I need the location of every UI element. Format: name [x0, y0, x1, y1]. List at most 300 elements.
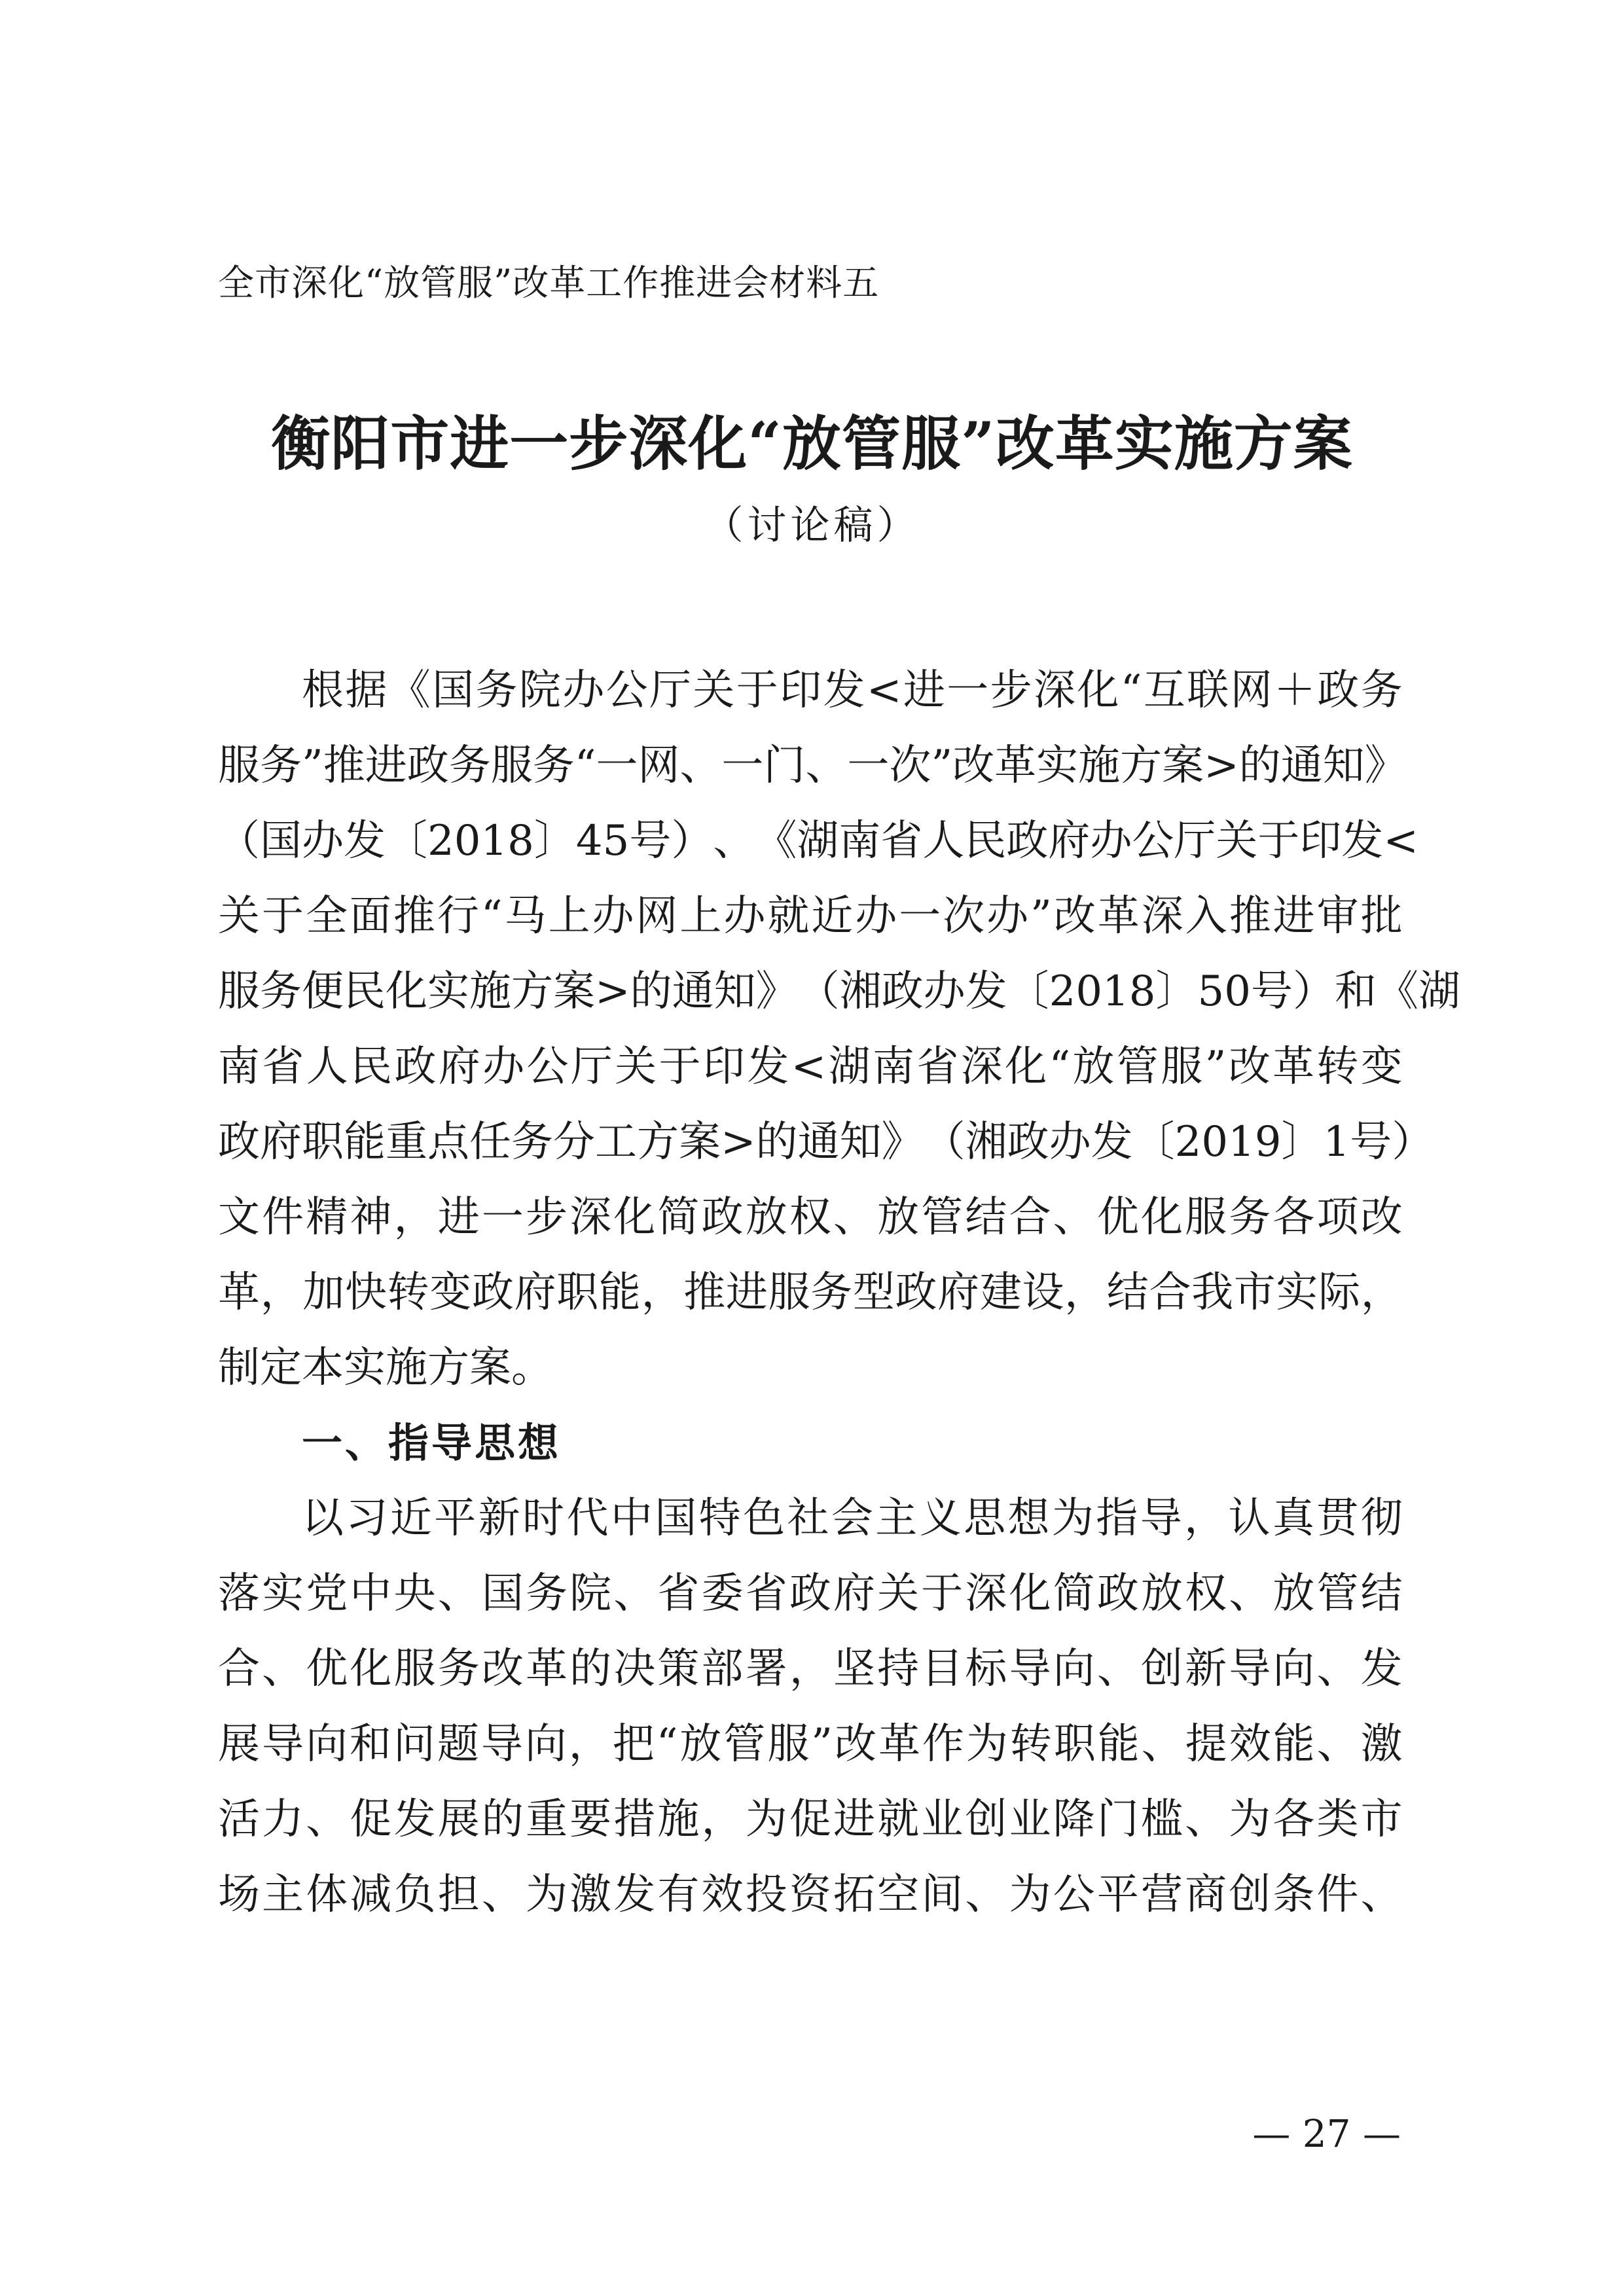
glyph: 部 [701, 1645, 744, 1693]
glyph: 公 [1053, 1871, 1095, 1919]
glyph: 国 [481, 1570, 524, 1618]
paragraph-line [218, 1266, 1403, 1319]
glyph: 网 [638, 742, 680, 790]
glyph: 2019 [1174, 1118, 1282, 1166]
glyph: 发 [823, 666, 865, 715]
glyph: 政 [1007, 1118, 1049, 1166]
glyph: ＋ [1273, 666, 1316, 715]
glyph: 业 [921, 1795, 964, 1844]
glyph: ” [931, 742, 953, 790]
glyph: 义 [919, 1494, 962, 1543]
glyph: 习 [346, 1494, 388, 1543]
glyph: 权 [1185, 1570, 1227, 1618]
glyph: 一 [947, 666, 989, 715]
glyph: 导 [1009, 1645, 1051, 1693]
glyph: 一 [481, 1193, 524, 1242]
glyph: 体 [306, 1871, 348, 1919]
glyph: 施 [1078, 742, 1121, 790]
glyph: 为 [965, 1720, 1008, 1768]
glyph: 府 [833, 1570, 875, 1618]
glyph: 、 [1141, 1720, 1183, 1768]
glyph: 进 [1272, 892, 1315, 941]
glyph: < [866, 666, 902, 715]
glyph: 项 [1316, 1193, 1359, 1242]
glyph: 展 [437, 1795, 480, 1844]
glyph: （ [923, 1118, 965, 1166]
glyph: 题 [437, 1720, 479, 1768]
glyph: 党 [306, 1570, 348, 1618]
glyph: 职 [302, 1118, 344, 1166]
glyph: 资 [789, 1871, 831, 1919]
glyph: 简 [657, 1193, 700, 1242]
glyph: 发 [613, 1871, 656, 1919]
glyph: 贯 [1316, 1494, 1359, 1543]
glyph: 上 [548, 892, 590, 941]
glyph: 进 [903, 666, 945, 715]
glyph: 工 [595, 1118, 637, 1166]
glyph: 务 [260, 742, 302, 790]
glyph: 、 [679, 742, 722, 790]
glyph: 公 [526, 1043, 569, 1091]
glyph: 政 [1317, 666, 1360, 715]
glyph: 导 [261, 1720, 304, 1768]
glyph: 负 [393, 1871, 436, 1919]
glyph: 〔 [1007, 967, 1049, 1016]
document-subtitle: （讨论稿） [704, 503, 920, 548]
glyph: 委 [701, 1570, 744, 1618]
glyph: ， [789, 1645, 831, 1693]
paragraph-line [218, 1643, 1403, 1695]
glyph: 条 [1272, 1871, 1315, 1919]
glyph: 施 [657, 1795, 700, 1844]
glyph: 职 [556, 1268, 599, 1317]
glyph: 建 [979, 1268, 1022, 1317]
glyph: 办 [302, 817, 344, 865]
glyph: 通 [672, 967, 714, 1016]
glyph: 际 [1318, 1268, 1361, 1317]
glyph: 投 [745, 1871, 787, 1919]
glyph: 促 [350, 1795, 392, 1844]
glyph: 各 [1272, 1193, 1315, 1242]
glyph: 院 [569, 1570, 612, 1618]
glyph: 府 [260, 1118, 302, 1166]
glyph: 转 [1009, 1720, 1052, 1768]
glyph: 印 [702, 1043, 745, 1091]
glyph: 特 [698, 1494, 741, 1543]
glyph: 推 [683, 1268, 726, 1317]
glyph: ， [701, 1795, 744, 1844]
glyph: 府 [438, 1043, 480, 1091]
glyph: 改 [1360, 1193, 1403, 1242]
glyph: 近 [389, 1494, 432, 1543]
glyph: 职 [1053, 1720, 1096, 1768]
glyph: 知 [1322, 742, 1365, 790]
glyph: 放 [679, 1720, 722, 1768]
glyph: 办 [592, 892, 634, 941]
glyph: 《 [388, 666, 431, 715]
glyph: 公 [605, 666, 648, 715]
glyph: 变 [429, 1268, 472, 1317]
glyph: 湘 [965, 1118, 1007, 1166]
glyph: 就 [767, 892, 810, 941]
glyph: 〕 [1155, 967, 1198, 1016]
glyph: 南 [839, 817, 881, 865]
glyph: 业 [1009, 1795, 1051, 1844]
glyph: 化 [1140, 1193, 1183, 1242]
glyph: 网 [636, 892, 678, 941]
glyph: 要 [569, 1795, 612, 1844]
glyph: 务 [1360, 666, 1403, 715]
glyph: 力 [262, 1795, 304, 1844]
glyph: 和 [349, 1720, 391, 1768]
glyph: 便 [302, 967, 344, 1016]
glyph: 全 [305, 892, 348, 941]
glyph: 民 [964, 817, 1007, 865]
glyph: 施 [469, 967, 511, 1016]
glyph: 湖 [797, 817, 839, 865]
glyph: 会 [831, 1494, 873, 1543]
glyph: 实 [427, 967, 469, 1016]
glyph: 政 [406, 742, 449, 790]
glyph: 》 [881, 1118, 924, 1166]
glyph: 革 [1272, 1043, 1315, 1091]
glyph: 服 [218, 967, 260, 1016]
glyph: 活 [218, 1795, 260, 1844]
glyph: 、 [437, 1570, 480, 1618]
glyph: 府 [514, 1268, 556, 1317]
glyph: 案 [553, 967, 595, 1016]
glyph: ， [1064, 1268, 1107, 1317]
glyph: 2018 [427, 817, 534, 865]
glyph: 任 [469, 1118, 511, 1166]
glyph: 实 [262, 1570, 304, 1618]
glyph: 府 [1048, 817, 1091, 865]
glyph: 关 [1216, 817, 1258, 865]
glyph: 市 [1360, 1795, 1403, 1844]
glyph: 以 [302, 1494, 344, 1543]
glyph: 分 [553, 1118, 595, 1166]
glyph: 《 [755, 817, 797, 865]
glyph: 效 [1229, 1720, 1271, 1768]
glyph: 马 [504, 892, 547, 941]
glyph: 政 [1006, 817, 1049, 865]
glyph: ， [1184, 1494, 1227, 1543]
glyph: 作 [922, 1720, 964, 1768]
glyph: 结 [1106, 1268, 1149, 1317]
glyph: 务 [1229, 1193, 1271, 1242]
glyph: 简 [1053, 1570, 1095, 1618]
glyph: 我 [1191, 1268, 1234, 1317]
glyph: 服 [768, 1268, 810, 1317]
glyph: 精 [306, 1193, 348, 1242]
glyph: 发 [965, 967, 1007, 1016]
glyph: 国 [260, 817, 302, 865]
glyph: 实 [1036, 742, 1079, 790]
glyph: 能 [1272, 1720, 1315, 1768]
glyph: 》 [1364, 742, 1407, 790]
glyph: 次 [889, 742, 931, 790]
paragraph-line [218, 890, 1403, 942]
glyph: 化 [350, 1645, 392, 1693]
glyph: 、 [1360, 1871, 1403, 1919]
glyph: 的 [630, 967, 672, 1016]
glyph: 关 [615, 1043, 657, 1091]
glyph: 改 [1228, 1043, 1271, 1091]
glyph: 发 [393, 1795, 436, 1844]
glyph: 向 [524, 1720, 567, 1768]
glyph: 办 [986, 892, 1029, 941]
glyph: 合 [1009, 1193, 1051, 1242]
glyph: 发 [1341, 817, 1384, 865]
glyph: 南 [218, 1043, 260, 1091]
glyph: 服 [1161, 1043, 1203, 1091]
glyph: 为 [1229, 1795, 1271, 1844]
glyph: 政 [218, 1118, 260, 1166]
glyph: ） [1292, 967, 1335, 1016]
glyph: 目 [921, 1645, 964, 1693]
glyph: 》 [755, 967, 798, 1016]
glyph: ， [393, 1193, 436, 1242]
glyph: “ [574, 742, 596, 790]
glyph: 优 [1096, 1193, 1139, 1242]
glyph: 管 [1116, 1043, 1159, 1091]
glyph: 省 [262, 1043, 304, 1091]
glyph: 知 [713, 967, 756, 1016]
glyph: 营 [1140, 1871, 1183, 1919]
glyph: 上 [679, 892, 722, 941]
glyph: ， [1360, 1268, 1403, 1317]
glyph: 公 [1132, 817, 1174, 865]
glyph: 放 [1140, 1570, 1183, 1618]
glyph: 务 [260, 967, 302, 1016]
glyph: 提 [1185, 1720, 1227, 1768]
paragraph-line [218, 815, 1418, 867]
glyph: 办 [923, 967, 965, 1016]
glyph: 槛 [1140, 1795, 1183, 1844]
glyph: 深 [965, 1570, 1007, 1618]
glyph: 改 [1053, 892, 1096, 941]
glyph: 化 [1077, 666, 1119, 715]
glyph: 2018 [1049, 967, 1156, 1016]
glyph: 政 [394, 1043, 437, 1091]
glyph: 结 [1360, 1570, 1403, 1618]
glyph: “ [1049, 1043, 1071, 1091]
glyph: 标 [965, 1645, 1007, 1693]
glyph: 号 [1250, 967, 1293, 1016]
glyph: 激 [569, 1871, 612, 1919]
glyph: 湖 [828, 1043, 871, 1091]
glyph: 持 [877, 1645, 920, 1693]
glyph: 、 [613, 1570, 656, 1618]
glyph: 办 [855, 892, 897, 941]
glyph: 向 [305, 1720, 348, 1768]
glyph: 府 [937, 1268, 980, 1317]
glyph: 政 [471, 1268, 514, 1317]
glyph: 场 [218, 1871, 260, 1919]
glyph: 想 [1007, 1494, 1050, 1543]
glyph: 为 [745, 1795, 787, 1844]
glyph: 政 [1096, 1570, 1139, 1618]
glyph: 改 [481, 1645, 524, 1693]
glyph: 降 [1053, 1795, 1095, 1844]
paragraph-line [218, 1793, 1403, 1846]
glyph: 放 [1072, 1043, 1115, 1091]
glyph: 行 [437, 892, 479, 941]
glyph: 务 [437, 1645, 480, 1693]
glyph: 关 [693, 666, 735, 715]
glyph: 深 [1034, 666, 1075, 715]
glyph: 发 [344, 817, 386, 865]
glyph: 厅 [649, 666, 691, 715]
glyph: 变 [1360, 1043, 1403, 1091]
glyph: 办 [723, 892, 766, 941]
glyph: 能 [344, 1118, 386, 1166]
glyph: ） [1392, 1118, 1434, 1166]
glyph: ， [260, 1268, 302, 1317]
glyph: 导 [480, 1720, 523, 1768]
paragraph-line [218, 1869, 1403, 1921]
glyph: “ [480, 892, 503, 941]
glyph: 号 [629, 817, 672, 865]
glyph: 通 [1280, 742, 1323, 790]
glyph: 、 [805, 742, 848, 790]
paragraph-line [302, 664, 1403, 717]
glyph: 拓 [833, 1871, 875, 1919]
glyph: 新 [478, 1494, 520, 1543]
glyph: 放 [1272, 1570, 1315, 1618]
glyph: 服 [490, 742, 533, 790]
glyph: 进 [437, 1193, 480, 1242]
glyph: 服 [767, 1720, 810, 1768]
glyph: 国 [655, 1494, 697, 1543]
glyph: 革 [1097, 892, 1140, 941]
glyph: 放 [877, 1193, 920, 1242]
glyph: 管 [921, 1193, 964, 1242]
glyph: 创 [965, 1795, 1007, 1844]
glyph: 关 [877, 1570, 920, 1618]
glyph: 权 [789, 1193, 831, 1242]
glyph: 方 [637, 1118, 679, 1166]
glyph: 人 [306, 1043, 348, 1091]
glyph: 新 [1185, 1645, 1227, 1693]
glyph: 服 [1185, 1193, 1227, 1242]
glyph: 于 [659, 1043, 701, 1091]
glyph: 、 [1316, 1720, 1359, 1768]
glyph: ） [671, 817, 713, 865]
glyph: 一 [899, 892, 941, 941]
glyph: 一 [847, 742, 890, 790]
glyph: 平 [434, 1494, 477, 1543]
paragraph-line [218, 1718, 1403, 1770]
glyph: 激 [1360, 1720, 1403, 1768]
glyph: 向 [1053, 1645, 1095, 1693]
glyph: 、 [1096, 1645, 1139, 1693]
glyph: 面 [349, 892, 391, 941]
glyph: ， [568, 1720, 611, 1768]
glyph: > [721, 1118, 756, 1166]
glyph: 服 [218, 742, 260, 790]
glyph: 服 [393, 1645, 436, 1693]
glyph: ” [1030, 892, 1052, 941]
glyph: 担 [437, 1871, 480, 1919]
glyph: 方 [1120, 742, 1163, 790]
glyph: “ [656, 1720, 678, 1768]
glyph: 务 [475, 666, 518, 715]
glyph: ” [1204, 1043, 1227, 1091]
glyph: 〕 [533, 817, 576, 865]
glyph: 印 [780, 666, 822, 715]
glyph: 文 [218, 1193, 260, 1242]
glyph: 省 [916, 1043, 959, 1091]
glyph: 印 [1299, 817, 1342, 865]
glyph: 主 [262, 1871, 304, 1919]
glyph: 于 [736, 666, 778, 715]
glyph: 推 [1229, 892, 1271, 941]
glyph: 社 [787, 1494, 829, 1543]
glyph: 展 [218, 1720, 260, 1768]
glyph: 案 [679, 1118, 721, 1166]
glyph: 改 [952, 742, 995, 790]
glyph: 市 [1233, 1268, 1276, 1317]
glyph: 门 [1096, 1795, 1139, 1844]
glyph: 门 [763, 742, 806, 790]
glyph: 的 [755, 1118, 798, 1166]
glyph: 决 [613, 1645, 656, 1693]
glyph: 务 [525, 1570, 568, 1618]
glyph: 务 [810, 1268, 853, 1317]
glyph: 管 [723, 1720, 766, 1768]
glyph: 转 [387, 1268, 429, 1317]
glyph: 、 [1229, 1570, 1271, 1618]
glyph: 省 [880, 817, 923, 865]
glyph: 案 [1162, 742, 1204, 790]
glyph: 深 [1141, 892, 1183, 941]
glyph: 次 [943, 892, 985, 941]
glyph: 类 [1316, 1795, 1359, 1844]
glyph: 湘 [839, 967, 882, 1016]
glyph: 重 [386, 1118, 427, 1166]
glyph: 落 [218, 1570, 260, 1618]
glyph: 人 [922, 817, 965, 865]
glyph: 批 [1360, 892, 1403, 941]
glyph: 化 [1009, 1570, 1051, 1618]
paragraph-line [218, 1191, 1403, 1244]
glyph: 设 [1022, 1268, 1064, 1317]
glyph: 1 [1323, 1118, 1350, 1166]
glyph: 、 [481, 1871, 524, 1919]
glyph: 民 [350, 1043, 393, 1091]
glyph: 根 [302, 666, 344, 715]
glyph: 务 [448, 742, 491, 790]
section-heading: 一、指导思想 [302, 1419, 562, 1467]
glyph: 化 [1005, 1043, 1047, 1091]
paragraph-line [218, 1041, 1403, 1093]
glyph: 策 [657, 1645, 700, 1693]
glyph: 央 [393, 1570, 436, 1618]
glyph: 于 [921, 1570, 964, 1618]
glyph: 政 [881, 967, 924, 1016]
glyph: 认 [1228, 1494, 1271, 1543]
glyph: 湖 [1418, 967, 1460, 1016]
glyph: 放 [745, 1193, 787, 1242]
glyph: 发 [747, 1043, 789, 1091]
glyph: 为 [1051, 1494, 1094, 1543]
glyph: 减 [350, 1871, 392, 1919]
page-number: — 27 — [1252, 2111, 1401, 2156]
glyph: 导 [1140, 1494, 1182, 1543]
glyph: 革 [994, 742, 1037, 790]
glyph: 代 [566, 1494, 609, 1543]
